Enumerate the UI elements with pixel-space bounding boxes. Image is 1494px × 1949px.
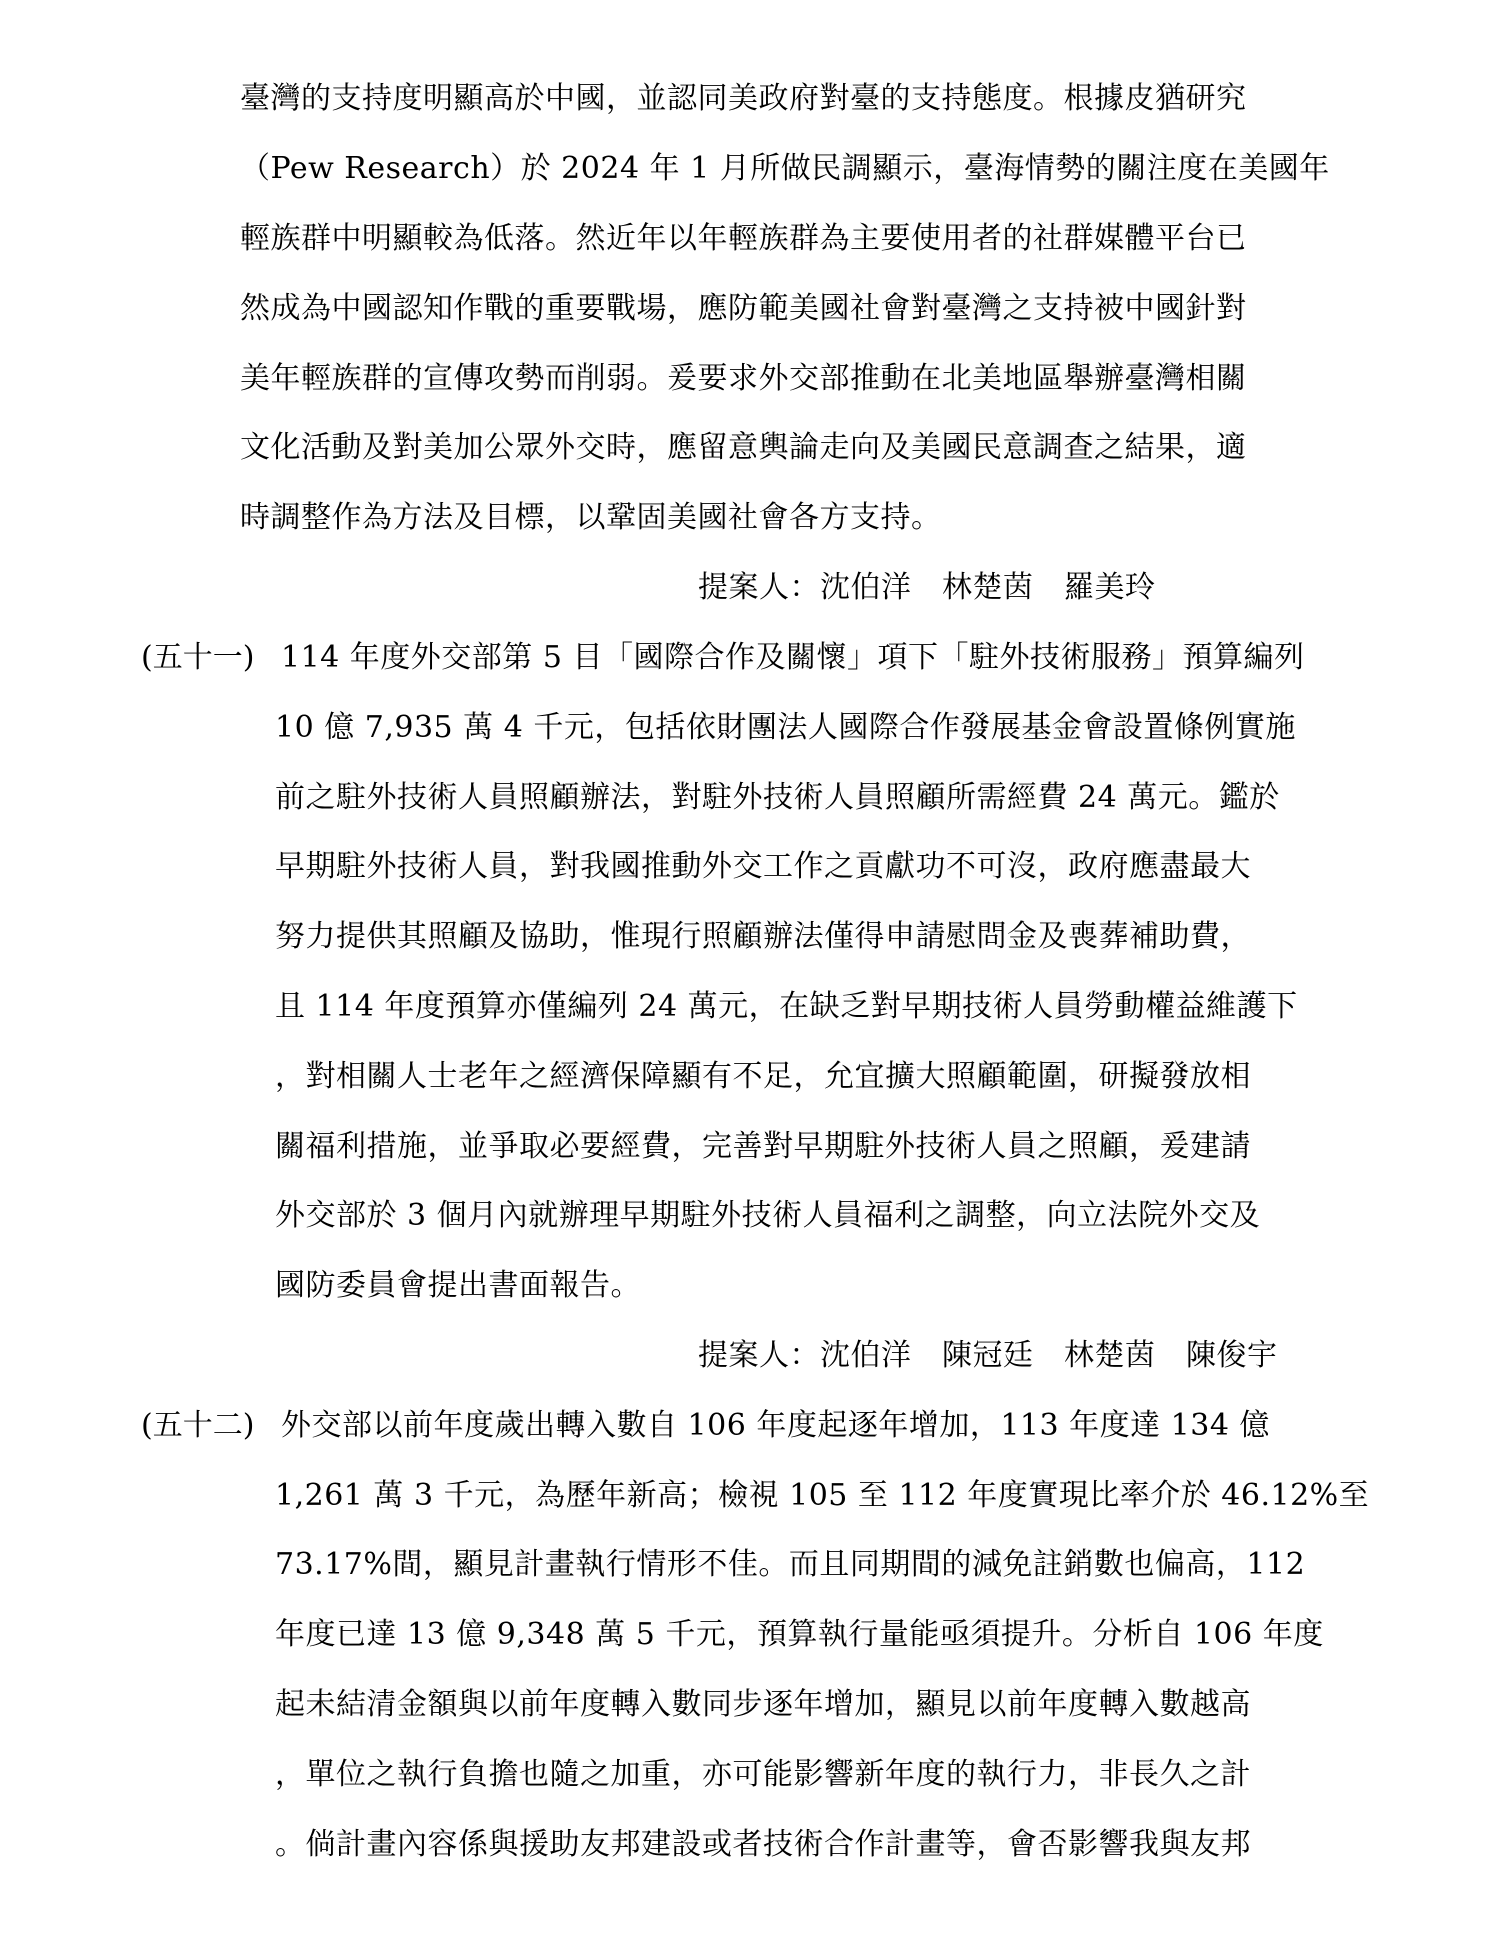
item-number-51: (五十一) xyxy=(141,640,255,675)
paragraph-line: 關福利措施，並爭取必要經費，完善對早期駐外技術人員之照顧，爰建請 xyxy=(275,1129,1251,1164)
paragraph-line: 努力提供其照顧及協助，惟現行照顧辦法僅得申請慰問金及喪葬補助費， xyxy=(275,919,1251,954)
paragraph-line: 外交部於 3 個月內就辦理早期駐外技術人員福利之調整，向立法院外交及 xyxy=(275,1198,1261,1233)
paragraph-line: ，對相關人士老年之經濟保障顯有不足，允宜擴大照顧範圍，研擬發放相 xyxy=(275,1059,1251,1094)
proposer-line: 提案人：沈伯洋 林楚茵 羅美玲 xyxy=(698,570,1156,605)
proposer-line: 提案人：沈伯洋 陳冠廷 林楚茵 陳俊宇 xyxy=(698,1338,1278,1373)
item-number-52: (五十二) xyxy=(141,1408,255,1443)
paragraph-line: 年度已達 13 億 9,348 萬 5 千元，預算執行量能亟須提升。分析自 106 年度 xyxy=(275,1617,1324,1652)
paragraph-line: 前之駐外技術人員照顧辦法，對駐外技術人員照顧所需經費 24 萬元。鑑於 xyxy=(275,780,1280,815)
paragraph-line: 起未結清金額與以前年度轉入數同步逐年增加，顯見以前年度轉入數越高 xyxy=(275,1687,1251,1722)
paragraph-line: （Pew Research）於 2024 年 1 月所做民調顯示，臺海情勢的關注度在美國年 xyxy=(240,151,1330,186)
paragraph-line: 文化活動及對美加公眾外交時，應留意輿論走向及美國民意調查之結果，適 xyxy=(240,430,1247,465)
paragraph-line: 然成為中國認知作戰的重要戰場，應防範美國社會對臺灣之支持被中國針對 xyxy=(240,291,1247,326)
paragraph-line: 73.17%間，顯見計畫執行情形不佳。而且同期間的減免註銷數也偏高，112 xyxy=(275,1547,1306,1582)
paragraph-line: 。倘計畫內容係與援助友邦建設或者技術合作計畫等，會否影響我與友邦 xyxy=(275,1827,1251,1862)
paragraph-line: 臺灣的支持度明顯高於中國，並認同美政府對臺的支持態度。根據皮猶研究 xyxy=(240,81,1247,116)
paragraph-line: 10 億 7,935 萬 4 千元，包括依財團法人國際合作發展基金會設置條例實施 xyxy=(275,710,1296,745)
paragraph-line: 輕族群中明顯較為低落。然近年以年輕族群為主要使用者的社群媒體平台已 xyxy=(240,221,1247,256)
paragraph-line: 114 年度外交部第 5 目「國際合作及關懷」項下「駐外技術服務」預算編列 xyxy=(281,640,1305,675)
paragraph-line: 早期駐外技術人員，對我國推動外交工作之貢獻功不可沒，政府應盡最大 xyxy=(275,849,1251,884)
paragraph-line: 時調整作為方法及目標，以鞏固美國社會各方支持。 xyxy=(240,500,942,535)
paragraph-line: ，單位之執行負擔也隨之加重，亦可能影響新年度的執行力，非長久之計 xyxy=(275,1757,1251,1792)
paragraph-line: 美年輕族群的宣傳攻勢而削弱。爰要求外交部推動在北美地區舉辦臺灣相關 xyxy=(240,361,1247,396)
paragraph-line: 國防委員會提出書面報告。 xyxy=(275,1268,641,1303)
paragraph-line: 1,261 萬 3 千元，為歷年新高；檢視 105 至 112 年度實現比率介於 46.12%至 xyxy=(275,1478,1370,1513)
paragraph-line: 外交部以前年度歲出轉入數自 106 年度起逐年增加，113 年度達 134 億 xyxy=(281,1408,1270,1443)
paragraph-line: 且 114 年度預算亦僅編列 24 萬元，在缺乏對早期技術人員勞動權益維護下 xyxy=(275,989,1298,1024)
